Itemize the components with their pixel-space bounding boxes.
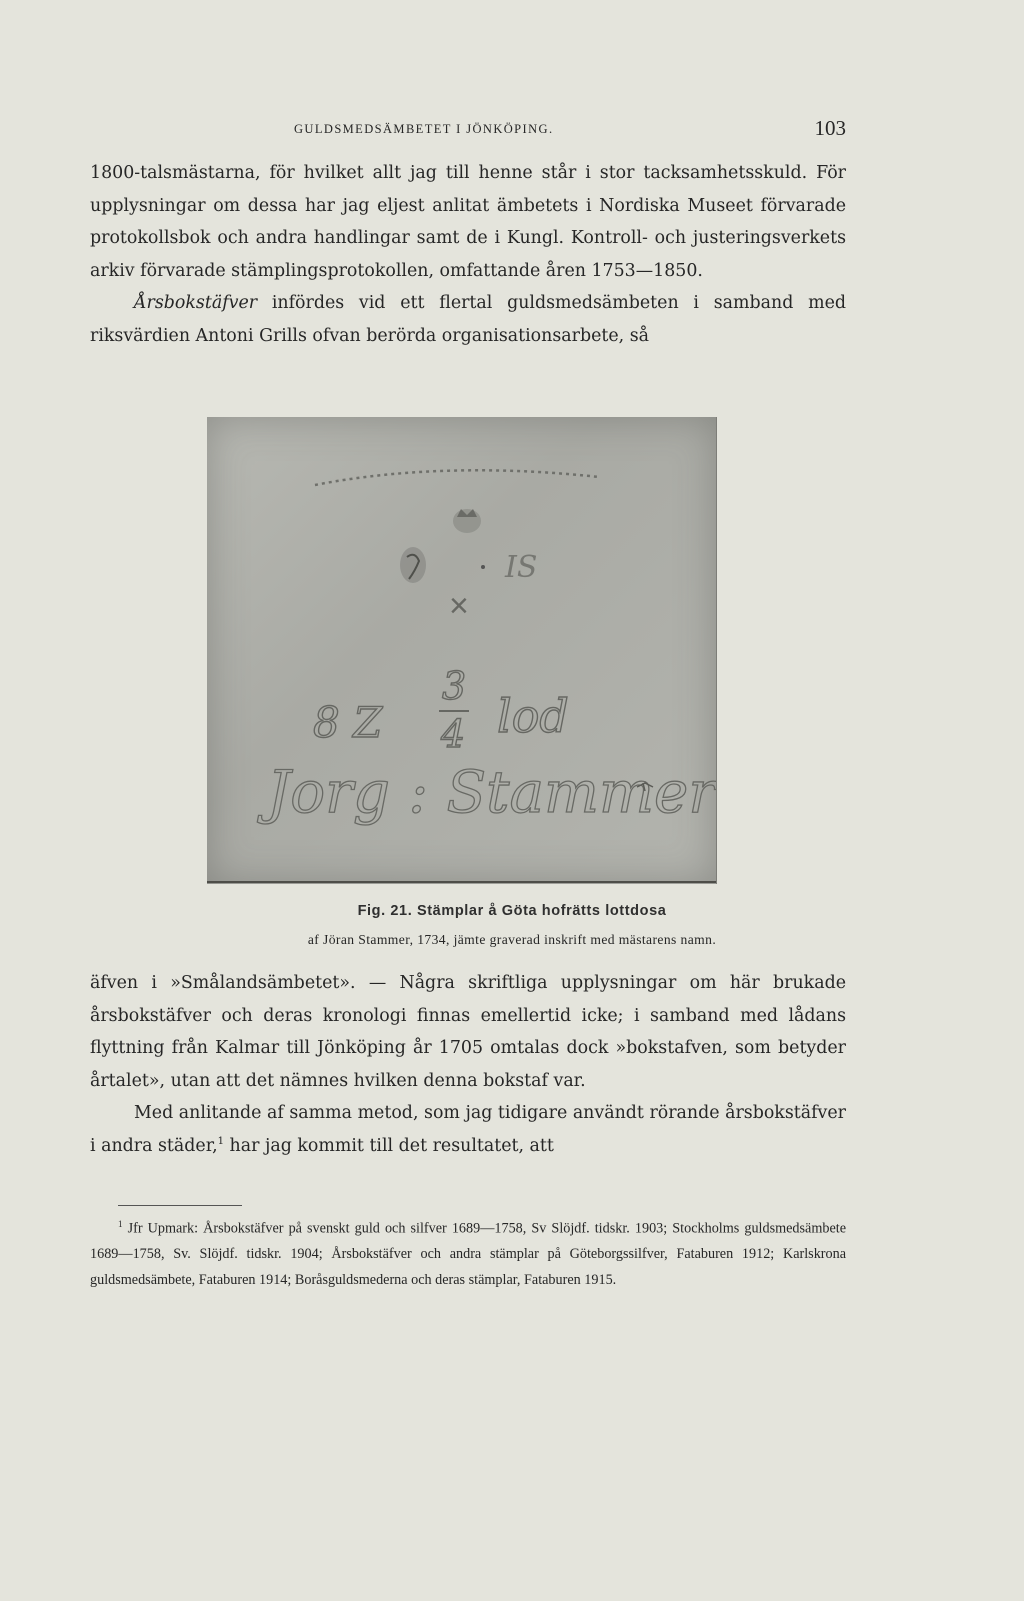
footnote-mark: 1: [118, 1219, 123, 1229]
fraction-denominator: 4: [441, 712, 466, 756]
engraved-signature: Jorg : Stammer: [267, 758, 716, 826]
running-title: GULDSMEDSÄMBETET I JÖNKÖPING.: [294, 122, 554, 136]
figure-photograph: [207, 417, 717, 884]
page-number: 103: [814, 116, 846, 140]
crown-stamp: [453, 509, 481, 533]
body-text-top: [90, 157, 846, 353]
engraved-border-line: [315, 470, 599, 485]
year-letter-dot: [481, 565, 485, 569]
paragraph-text: har jag kommit till det resultatet, att: [224, 1135, 554, 1156]
fraction-numerator: 3: [442, 664, 467, 708]
paragraph: [90, 1097, 846, 1162]
engraved-weight: [313, 664, 569, 756]
paragraph-text: Med anlitande af samma metod, som jag tidigare användt rörande årsbokstäfver i andra städer,: [90, 1103, 846, 1156]
town-stamp: [400, 547, 426, 583]
paragraph-text: infördes vid ett flertal guldsmedsämbeten i samband med riksvärdien Antoni Grills ofvan berörda organisationsarbete, så: [90, 293, 846, 346]
paragraph: [90, 287, 846, 352]
engraved-x: ×: [449, 587, 469, 625]
figure-caption-title: Fig. 21. Stämplar å Göta hofrätts lottdosa: [357, 903, 667, 919]
body-text-bottom: [90, 967, 846, 1163]
paragraph: 1800-talsmästarna, för hvilket allt jag till henne står i stor tacksamhetsskuld. För upplysningar om dessa har jag eljest anlitat ämbetets i Nordiska Museet förvarade protokollsbok och andra handlingar samt de i Kungl. Kontroll- och justeringsverkets arkiv förvarade stämplingsprotokollen, omfattande åren 1753—1850.: [90, 163, 846, 281]
footnote-paragraph: [90, 1212, 846, 1293]
italic-term: Årsbokstäfver: [134, 293, 258, 314]
page-header: [90, 118, 846, 140]
footnote: [90, 1212, 846, 1293]
weight-unit: lod: [497, 689, 569, 743]
footnote-divider: [118, 1205, 242, 1206]
paragraph: äfven i »Smålandsämbetet». — Några skriftliga upplysningar om här brukade årsbokstäfver och deras kronologi finnas emellertid icke; i samband med lådans flyttning från Kalmar till Jönköping år 1705 omtalas dock »bokstafven, som betyder årtalet», utan att det nämnes hvilken denna bokstaf var.: [90, 973, 846, 1091]
footnote-reference[interactable]: 1: [217, 1136, 225, 1148]
footnote-text: Jfr Upmark: Årsbokstäfver på svenskt guld och silfver 1689—1758, Sv Slöjdf. tidskr. 1903; Stockholms guldsmedsämbete 1689—1758, Sv. Slöjdf. tidskr. 1904; Årsbokstäfver och andra stämplar på Göteborgssilfver, Fataburen 1912; Karlskrona guldsmedsämbete, Fataburen 1914; Boråsguldsmederna och deras stämplar, Fataburen 1915.: [90, 1220, 847, 1288]
maker-initials-stamp: IS: [505, 550, 538, 585]
figure-caption-subtitle: af Jöran Stammer, 1734, jämte graverad inskrift med mästarens namn.: [307, 932, 717, 947]
engraved-plate: [207, 417, 716, 884]
weight-prefix: 8 Z: [313, 698, 383, 747]
